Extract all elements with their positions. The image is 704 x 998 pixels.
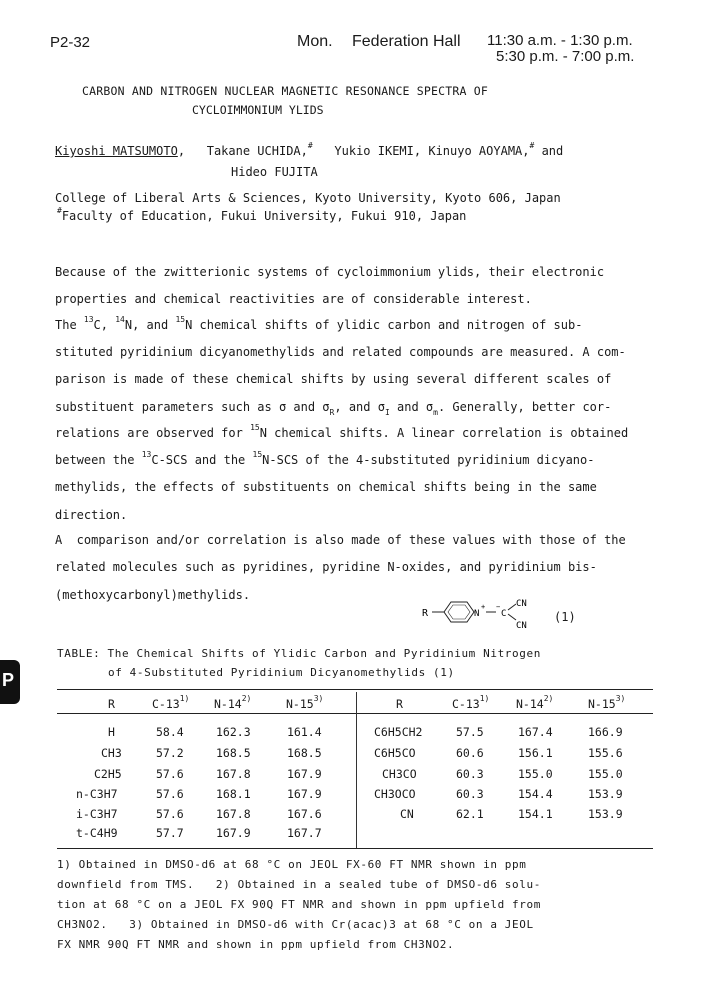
abstract-line: methylids, the effects of substituents on chemical shifts being in the same [55,480,597,494]
abstract-line: Because of the zwitterionic systems of cycloimmonium ylids, their electronic [55,265,605,279]
abstract-line: A comparison and/or correlation is also made of these values with those of the [55,533,626,547]
cell-n14: 154.1 [518,807,553,821]
header-r: R [396,697,403,711]
header-c13 [452,694,490,711]
cell-n15: 153.9 [588,787,623,801]
table-rule-top [57,689,653,690]
header-text: N-15 [286,697,314,711]
cell-c13: 57.2 [156,746,184,760]
cell-c13: 60.3 [456,787,484,801]
structure-cn-top: CN [516,599,527,609]
affiliation-mark: # [529,141,535,150]
cell-r: CN [400,807,414,821]
text: between the [55,453,142,467]
abstract-line: stituted pyridinium dicyanomethylids and related compounds are measured. A com- [55,345,626,359]
footnote-line: downfield from TMS. 2) Obtained in a sealed tube of DMSO-d6 solu- [57,878,541,891]
text: N chemical shifts of ylidic carbon and nitrogen of sub- [185,318,583,332]
cell-r: CH3OCO [374,787,416,801]
structure-minus: − [496,603,501,611]
cell-n14: 167.8 [216,807,251,821]
cell-n14: 167.4 [518,725,553,739]
header-r: R [108,697,115,711]
footnote-mark: 3) [313,694,324,703]
header-text: N-15 [588,697,616,711]
affiliation-2-text: Faculty of Education, Fukui University, Fukui 910, Japan [61,209,467,223]
text: relations are observed for [55,426,251,440]
abstract-line [55,450,595,467]
cell-r: C2H5 [94,767,122,781]
cell-r: CH3CO [382,767,417,781]
author-and: and [541,144,564,158]
cell-r: H [108,725,115,739]
sub: R [329,408,335,417]
text: N chemical shifts. A linear correlation is obtained [259,426,629,440]
author-4: Kinuyo AOYAMA, [428,144,530,158]
cell-n15: 168.5 [287,746,322,760]
footnote-mark: 2) [543,694,554,703]
text: substituent parameters such as σ and σ [55,400,330,414]
author-line-1: Kiyoshi MATSUMOTO, Takane UCHIDA,# Yukio IKEMI, Kinuyo AOYAMA,# and [55,141,564,158]
cell-n15: 155.0 [588,767,623,781]
section-side-letter: P [2,670,15,690]
cell-r: n-C3H7 [76,787,118,801]
abstract-line: related molecules such as pyridines, pyridine N-oxides, and pyridinium bis- [55,560,597,574]
cell-n14: 168.1 [216,787,251,801]
sup: 13 [83,315,94,324]
cell-c13: 60.6 [456,746,484,760]
header-c13 [152,694,190,711]
paper-title-line-2: CYCLOIMMONIUM YLIDS [192,103,324,117]
footnote-line: CH3NO2. 3) Obtained in DMSO-d6 with Cr(acac)3 at 68 °C on a JEOL [57,918,534,931]
text: N-SCS of the 4-substituted pyridinium dicyano- [262,453,595,467]
structure-r: R [422,608,429,619]
cell-n15: 153.9 [588,807,623,821]
affiliation-mark: # [307,141,313,150]
structure-n: N [474,609,480,619]
author-3: Yukio IKEMI, [334,144,422,158]
cell-n14: 154.4 [518,787,553,801]
sup: 15 [175,315,186,324]
abstract-line [55,315,583,332]
header-n15 [588,694,626,711]
table-caption-line-1: TABLE: The Chemical Shifts of Ylidic Carbon and Pyridinium Nitrogen [57,647,541,660]
text: , and σ [334,400,385,414]
sub: m [433,408,438,417]
sup: 15 [252,450,263,459]
footnote-line: 1) Obtained in DMSO-d6 at 68 °C on JEOL FX-60 FT NMR shown in ppm [57,858,527,871]
pyridinium-ylid-structure [420,592,560,632]
sub: I [384,408,390,417]
text: C-SCS and the [151,453,253,467]
author-5: Hideo FUJITA [231,165,318,179]
cell-n15: 167.6 [287,807,322,821]
cell-r: C6H5CH2 [374,725,423,739]
table-rule-bottom [57,848,653,849]
cell-n15: 167.9 [287,767,322,781]
footnote-mark: 2) [241,694,252,703]
text: The [55,318,84,332]
abstract-line: parison is made of these chemical shifts by using several different scales of [55,372,612,386]
cell-c13: 60.3 [456,767,484,781]
table-column-divider [356,692,357,848]
sup: 15 [250,423,260,432]
text: . Generally, better cor- [437,400,612,414]
text: C, [93,318,116,332]
presenting-author: Kiyoshi MATSUMOTO [55,144,178,158]
header-n15 [286,694,324,711]
abstract-line: direction. [55,508,128,522]
cell-n14: 168.5 [216,746,251,760]
abstract-line: properties and chemical reactivities are of considerable interest. [55,292,532,306]
cell-n15: 155.6 [588,746,623,760]
cell-r: t-C4H9 [76,826,118,840]
cell-n14: 155.0 [518,767,553,781]
footnote-mark: 1) [179,694,190,703]
cell-c13: 57.6 [156,807,184,821]
table-rule-header [57,713,653,714]
text: and σ [389,400,434,414]
cell-n14: 162.3 [216,725,251,739]
cell-c13: 57.7 [156,826,184,840]
structure-cn-bottom: CN [516,621,527,631]
cell-r: C6H5CO [374,746,416,760]
cell-r: i-C3H7 [76,807,118,821]
cell-c13: 62.1 [456,807,484,821]
paper-title-line-1: CARBON AND NITROGEN NUCLEAR MAGNETIC RESONANCE SPECTRA OF [82,84,489,98]
header-n14 [214,694,252,711]
abstract-line [55,423,629,440]
session-day: Mon. [297,33,333,50]
structure-label: (1) [554,610,576,624]
abstract-line [55,400,612,417]
footnote-mark: 1) [479,694,490,703]
affiliation-2 [57,206,467,223]
session-id: P2-32 [50,34,91,51]
cell-n15: 167.7 [287,826,322,840]
author-2: Takane UCHIDA, [206,144,308,158]
cell-n15: 161.4 [287,725,322,739]
cell-r: CH3 [101,746,122,760]
sup: 13 [141,450,152,459]
header-text: C-13 [452,697,480,711]
cell-c13: 58.4 [156,725,184,739]
session-hall: Federation Hall [352,33,461,50]
cell-c13: 57.5 [456,725,484,739]
table-caption-line-2: of 4-Substituted Pyridinium Dicyanomethylids (1) [108,666,455,679]
affiliation-mark: # [57,206,62,215]
affiliation-1: College of Liberal Arts & Sciences, Kyoto University, Kyoto 606, Japan [55,191,561,205]
cell-n14: 167.9 [216,826,251,840]
header-n14 [516,694,554,711]
footnote-line: FX NMR 90Q FT NMR and shown in ppm upfield from CH3NO2. [57,938,455,951]
session-time-1: 11:30 a.m. - 1:30 p.m. [487,32,633,49]
footnote-line: tion at 68 °C on a JEOL FX 90Q FT NMR and shown in ppm upfield from [57,898,541,911]
text: N, and [124,318,176,332]
cell-n14: 156.1 [518,746,553,760]
cell-c13: 57.6 [156,767,184,781]
header-text: N-14 [516,697,544,711]
header-text: N-14 [214,697,242,711]
cell-n15: 167.9 [287,787,322,801]
cell-n15: 166.9 [588,725,623,739]
session-time-2: 5:30 p.m. - 7:00 p.m. [496,48,635,65]
structure-plus: + [481,603,486,611]
header-text: C-13 [152,697,180,711]
footnote-mark: 3) [615,694,626,703]
cell-n14: 167.8 [216,767,251,781]
structure-c: C [501,609,507,619]
abstract-line: (methoxycarbonyl)methylids. [55,588,251,602]
cell-c13: 57.6 [156,787,184,801]
sup: 14 [115,315,125,324]
